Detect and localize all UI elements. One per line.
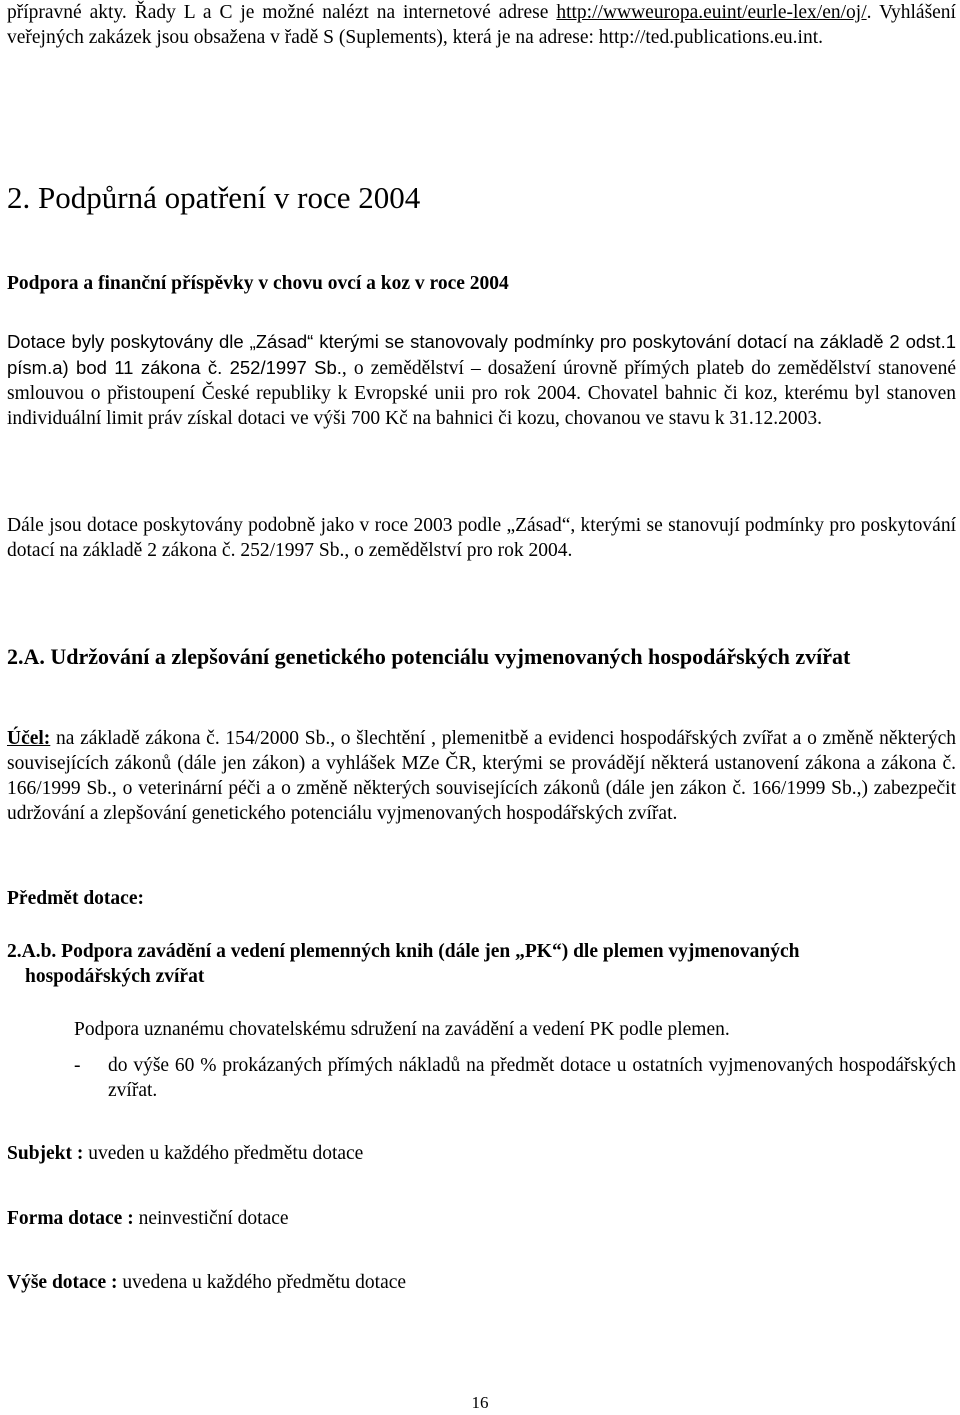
amount-label: Výše dotace : [7, 1272, 118, 1293]
section-2-heading: 2. Podpůrná opatření v roce 2004 [7, 180, 421, 215]
intro-text-1: přípravné akty. Řady L a C je možné nalézt na internetové adrese [7, 2, 557, 23]
support-p1-part-c: Chovatel bahnic či koz, kterému byl stanoven individuální limit práv získal dotaci ve výši 700 Kč na bahnici či kozu, chovanou ve stavu k 31.12.2003. [7, 383, 956, 429]
support-paragraph-2: Dále jsou dotace poskytovány podobně jako v roce 2003 podle „Zásad“, kterými se stanovují podmínky pro poskytování dotací na základě 2 zákona č. 252/1997 Sb., o zemědělství pro rok 2004. [7, 515, 956, 561]
form-value: neinvestiční dotace [133, 1208, 289, 1229]
support-paragraph-1 [7, 329, 956, 431]
form-row [7, 1206, 956, 1231]
support-p1-part-b: , o zemědělství – dosažení úrovně přímých plateb do zemědělství stanovené smlouvou o přistoupení České republiky k Evropské unii pro rok 2004. [7, 358, 956, 404]
intro-paragraph [7, 0, 956, 50]
section-2ab-title-line-2: hospodářských zvířat [25, 966, 205, 987]
support-p1-part-a: Dotace byly poskytovány dle „Zásad“ kterými se stanovovaly podmínky pro poskytování dotací na základě 2 odst.1 písm.a) bod 11 zákona č. 252/1997 Sb. [7, 331, 956, 378]
support-heading: Podpora a finanční příspěvky v chovu ovcí a koz v roce 2004 [7, 273, 509, 294]
list-item-text: do výše 60 % prokázaných přímých nákladů na předmět dotace u ostatních vyjmenovaných hospodářských zvířat. [108, 1055, 956, 1101]
subject-row [7, 1141, 956, 1166]
subject-label: Subjekt : [7, 1143, 84, 1164]
form-label: Forma dotace : [7, 1208, 134, 1229]
purpose-paragraph [7, 726, 956, 826]
list-item [74, 1053, 956, 1105]
subject-value: uveden u každého předmětu dotace [83, 1143, 364, 1164]
amount-value: uvedena u každého předmětu dotace [117, 1272, 407, 1293]
subject-of-subsidy-heading: Předmět dotace: [7, 888, 144, 909]
eurlex-link[interactable]: http://wwweuropa.euint/eurle-lex/en/oj/ [556, 2, 867, 23]
section-2ab-paragraph: Podpora uznanému chovatelskému sdružení na zavádění a vedení PK podle plemen. [74, 1019, 730, 1040]
page-number: 16 [471, 1393, 489, 1412]
amount-row [7, 1270, 956, 1295]
section-2ab-heading [7, 939, 956, 989]
section-2a-heading: 2.A. Udržování a zlepšování genetického potenciálu vyjmenovaných hospodářských zvířat [7, 644, 851, 669]
intro-text-2: . Vyhlášení veřejných zakázek jsou obsažena v řadě S (Suplements), která je na adrese: http://ted.publications.eu.int. [7, 2, 956, 48]
list-bullet: - [74, 1055, 81, 1076]
purpose-text: na základě zákona č. 154/2000 Sb., o šlechtění , plemenitbě a evidenci hospodářských zvířat a o změně některých souvisejících zákonů (dále jen zákon) a vyhlášek MZe ČR, kterými se provádějí některá ustanovení zákona a zákona č. 166/1999 Sb., o veterinární péči a o změně některých souvisejících zákonů (dále jen zákon č. 166/1999 Sb.,) zabezpečit udržování a zlepšování genetického potenciálu vyjmenovaných hospodářských zvířat. [7, 728, 956, 824]
purpose-label: Účel: [7, 728, 51, 749]
section-2ab-title-line-1: 2.A.b. Podpora zavádění a vedení plemenných knih (dále jen „PK“) dle plemen vyjmenovaných [7, 941, 800, 962]
